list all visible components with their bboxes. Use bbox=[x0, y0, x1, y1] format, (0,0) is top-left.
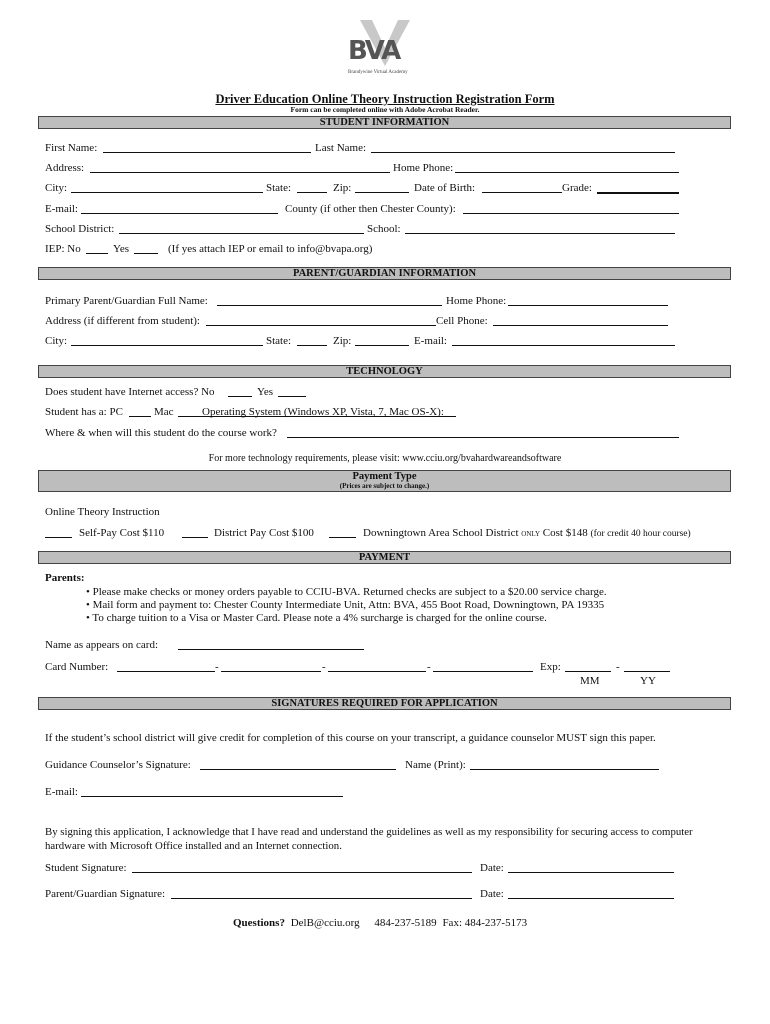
school-label: School: bbox=[367, 223, 401, 235]
card-dash-1: - bbox=[215, 661, 219, 673]
mac-label: Mac bbox=[154, 406, 174, 418]
address-field[interactable] bbox=[90, 172, 390, 173]
exp-year-field[interactable] bbox=[624, 671, 670, 672]
exp-label: Exp: bbox=[540, 661, 561, 673]
downingtown-field[interactable] bbox=[329, 537, 356, 538]
zip-field[interactable] bbox=[355, 192, 409, 193]
downingtown-cost: Cost $148 bbox=[542, 527, 588, 539]
exp-month-field[interactable] bbox=[565, 671, 611, 672]
parent-address-label: Address (if different from student): bbox=[45, 315, 200, 327]
parent-cell-label: Cell Phone: bbox=[436, 315, 488, 327]
section-student-header: STUDENT INFORMATION bbox=[38, 116, 731, 129]
exp-mm-label: MM bbox=[580, 675, 600, 687]
tech-requirements-note: For more technology requirements, please visit: www.cciu.org/bvahardwareandsoftware bbox=[208, 453, 562, 464]
parent-city-label: City: bbox=[45, 335, 68, 347]
os-label: Operating System (Windows XP, Vista, 7, Mac OS-X): bbox=[202, 406, 444, 418]
where-when-label: Where & when will this student do the course work? bbox=[45, 427, 277, 439]
school-field[interactable] bbox=[405, 233, 675, 234]
parent-email-label: E-mail: bbox=[414, 335, 447, 347]
counselor-signature-field[interactable] bbox=[200, 769, 396, 770]
county-label: County (if other then Chester County): bbox=[285, 203, 456, 215]
school-district-field[interactable] bbox=[119, 233, 364, 234]
section-signatures-header: SIGNATURES REQUIRED FOR APPLICATION bbox=[38, 697, 731, 710]
state-field[interactable] bbox=[297, 192, 327, 193]
bva-logo bbox=[340, 18, 430, 80]
iep-yes-label: Yes bbox=[113, 243, 130, 255]
payment-bullet-2: • Mail form and payment to: Chester County Intermediate Unit, Attn: BVA, 455 Boot Road, Downingtown, PA 19335 bbox=[86, 599, 605, 611]
parent-cell-field[interactable] bbox=[493, 325, 668, 326]
student-date-label: Date: bbox=[480, 862, 504, 874]
name-on-card-field[interactable] bbox=[178, 649, 364, 650]
parent-home-phone-label: Home Phone: bbox=[446, 295, 507, 307]
parent-date-field[interactable] bbox=[508, 898, 674, 899]
contact-phone: 484-237-5189 bbox=[374, 917, 437, 929]
card-number-label: Card Number: bbox=[45, 661, 109, 673]
counselor-signature-label: Guidance Counselor’s Signature: bbox=[45, 759, 191, 771]
parent-city-field[interactable] bbox=[71, 345, 263, 346]
dob-field[interactable] bbox=[482, 192, 562, 193]
internet-yes-field[interactable] bbox=[278, 396, 306, 397]
iep-no-field[interactable] bbox=[86, 253, 108, 254]
parent-name-label: Primary Parent/Guardian Full Name: bbox=[45, 295, 208, 307]
card-number-group-1[interactable] bbox=[117, 671, 215, 672]
online-theory-heading: Online Theory Instruction bbox=[45, 506, 160, 518]
exp-yy-label: YY bbox=[640, 675, 656, 687]
form-subtitle: Form can be completed online with Adobe Acrobat Reader. bbox=[290, 105, 480, 114]
where-when-field[interactable] bbox=[287, 437, 679, 438]
district-pay-label: District Pay Cost $100 bbox=[214, 527, 314, 539]
email-label: E-mail: bbox=[45, 203, 78, 215]
iep-note: (If yes attach IEP or email to info@bvapa.org) bbox=[168, 243, 373, 255]
only-label: ONLY bbox=[521, 530, 541, 538]
card-dash-2: - bbox=[322, 661, 326, 673]
grade-label: Grade: bbox=[562, 182, 592, 194]
district-pay-field[interactable] bbox=[182, 537, 208, 538]
acknowledgement-line-2: hardware with Microsoft Office installed and an Internet connection. bbox=[45, 840, 342, 852]
counselor-email-field[interactable] bbox=[81, 796, 343, 797]
grade-field[interactable] bbox=[597, 192, 679, 194]
last-name-field[interactable] bbox=[371, 152, 675, 153]
payment-bullet-3: • To charge tuition to a Visa or Master Card. Please note a 4% surcharge is charged for the online course. bbox=[86, 612, 547, 624]
name-on-card-label: Name as appears on card: bbox=[45, 639, 159, 651]
parent-zip-label: Zip: bbox=[333, 335, 352, 347]
card-number-group-2[interactable] bbox=[221, 671, 321, 672]
acknowledgement-line-1: By signing this application, I acknowledge that I have read and understand the guidelines as well as my responsibility for securing access to computer bbox=[45, 826, 693, 838]
iep-no-label: IEP: No bbox=[45, 243, 81, 255]
parent-address-field[interactable] bbox=[206, 325, 436, 326]
first-name-field[interactable] bbox=[103, 152, 311, 153]
student-signature-field[interactable] bbox=[132, 872, 472, 873]
zip-label: Zip: bbox=[333, 182, 352, 194]
section-payment-type-header: Payment Type (Prices are subject to change.) bbox=[38, 470, 731, 492]
dob-label: Date of Birth: bbox=[414, 182, 476, 194]
parent-home-phone-field[interactable] bbox=[508, 305, 668, 306]
contact-email: DelB@cciu.org bbox=[290, 917, 360, 929]
name-print-field[interactable] bbox=[470, 769, 659, 770]
parent-name-field[interactable] bbox=[217, 305, 442, 306]
section-payment-header: PAYMENT bbox=[38, 551, 731, 564]
internet-no-field[interactable] bbox=[228, 396, 252, 397]
parent-zip-field[interactable] bbox=[355, 345, 409, 346]
school-district-label: School District: bbox=[45, 223, 115, 235]
parent-state-field[interactable] bbox=[297, 345, 327, 346]
parent-email-field[interactable] bbox=[452, 345, 675, 346]
credit-note: (for credit 40 hour course) bbox=[590, 529, 691, 539]
logo-caption: Brandywine Virtual Academy bbox=[348, 70, 408, 75]
city-field[interactable] bbox=[71, 192, 263, 193]
last-name-label: Last Name: bbox=[315, 142, 367, 154]
has-pc-label: Student has a: PC bbox=[45, 406, 123, 418]
footer-contact bbox=[233, 917, 527, 929]
os-field[interactable] bbox=[202, 416, 456, 417]
card-dash-3: - bbox=[427, 661, 431, 673]
county-field[interactable] bbox=[463, 213, 679, 214]
payment-bullet-1: • Please make checks or money orders payable to CCIU-BVA. Returned checks are subject to a $20.00 service charge. bbox=[86, 586, 607, 598]
section-parent-header: PARENT/GUARDIAN INFORMATION bbox=[38, 267, 731, 280]
home-phone-label: Home Phone: bbox=[393, 162, 454, 174]
self-pay-label: Self-Pay Cost $110 bbox=[79, 527, 165, 539]
section-technology-header: TECHNOLOGY bbox=[38, 365, 731, 378]
internet-no-label: Does student have Internet access? No bbox=[45, 386, 215, 398]
city-label: City: bbox=[45, 182, 68, 194]
home-phone-field[interactable] bbox=[455, 172, 679, 173]
address-label: Address: bbox=[45, 162, 85, 174]
contact-fax: Fax: 484-237-5173 bbox=[442, 917, 528, 929]
questions-label: Questions? bbox=[233, 917, 285, 929]
state-label: State: bbox=[266, 182, 292, 194]
pc-field[interactable] bbox=[129, 416, 151, 417]
parent-state-label: State: bbox=[266, 335, 292, 347]
iep-yes-field[interactable] bbox=[134, 253, 158, 254]
counselor-email-label: E-mail: bbox=[45, 786, 78, 798]
form-title: Driver Education Online Theory Instruction Registration Form bbox=[215, 92, 555, 106]
counselor-credit-note: If the student’s school district will give credit for completion of this course on your transcript, a guidance counselor MUST sign this paper. bbox=[45, 732, 656, 744]
downingtown-label: Downingtown Area School District ONLY Cost $148 (for credit 40 hour course) bbox=[363, 527, 691, 539]
parent-signature-label: Parent/Guardian Signature: bbox=[45, 888, 166, 900]
card-number-group-4[interactable] bbox=[433, 671, 533, 672]
internet-yes-label: Yes bbox=[257, 386, 274, 398]
card-number-group-3[interactable] bbox=[328, 671, 426, 672]
parent-date-label: Date: bbox=[480, 888, 504, 900]
student-signature-label: Student Signature: bbox=[45, 862, 127, 874]
exp-dash: - bbox=[616, 661, 620, 673]
student-date-field[interactable] bbox=[508, 872, 674, 873]
email-field[interactable] bbox=[81, 213, 278, 214]
name-print-label: Name (Print): bbox=[405, 759, 466, 771]
self-pay-field[interactable] bbox=[45, 537, 72, 538]
parent-signature-field[interactable] bbox=[171, 898, 472, 899]
parents-label: Parents: bbox=[45, 572, 85, 584]
payment-type-note: (Prices are subject to change.) bbox=[339, 482, 430, 490]
first-name-label: First Name: bbox=[45, 142, 98, 154]
logo-letters: BVA bbox=[348, 36, 400, 66]
mac-field[interactable] bbox=[178, 416, 202, 417]
